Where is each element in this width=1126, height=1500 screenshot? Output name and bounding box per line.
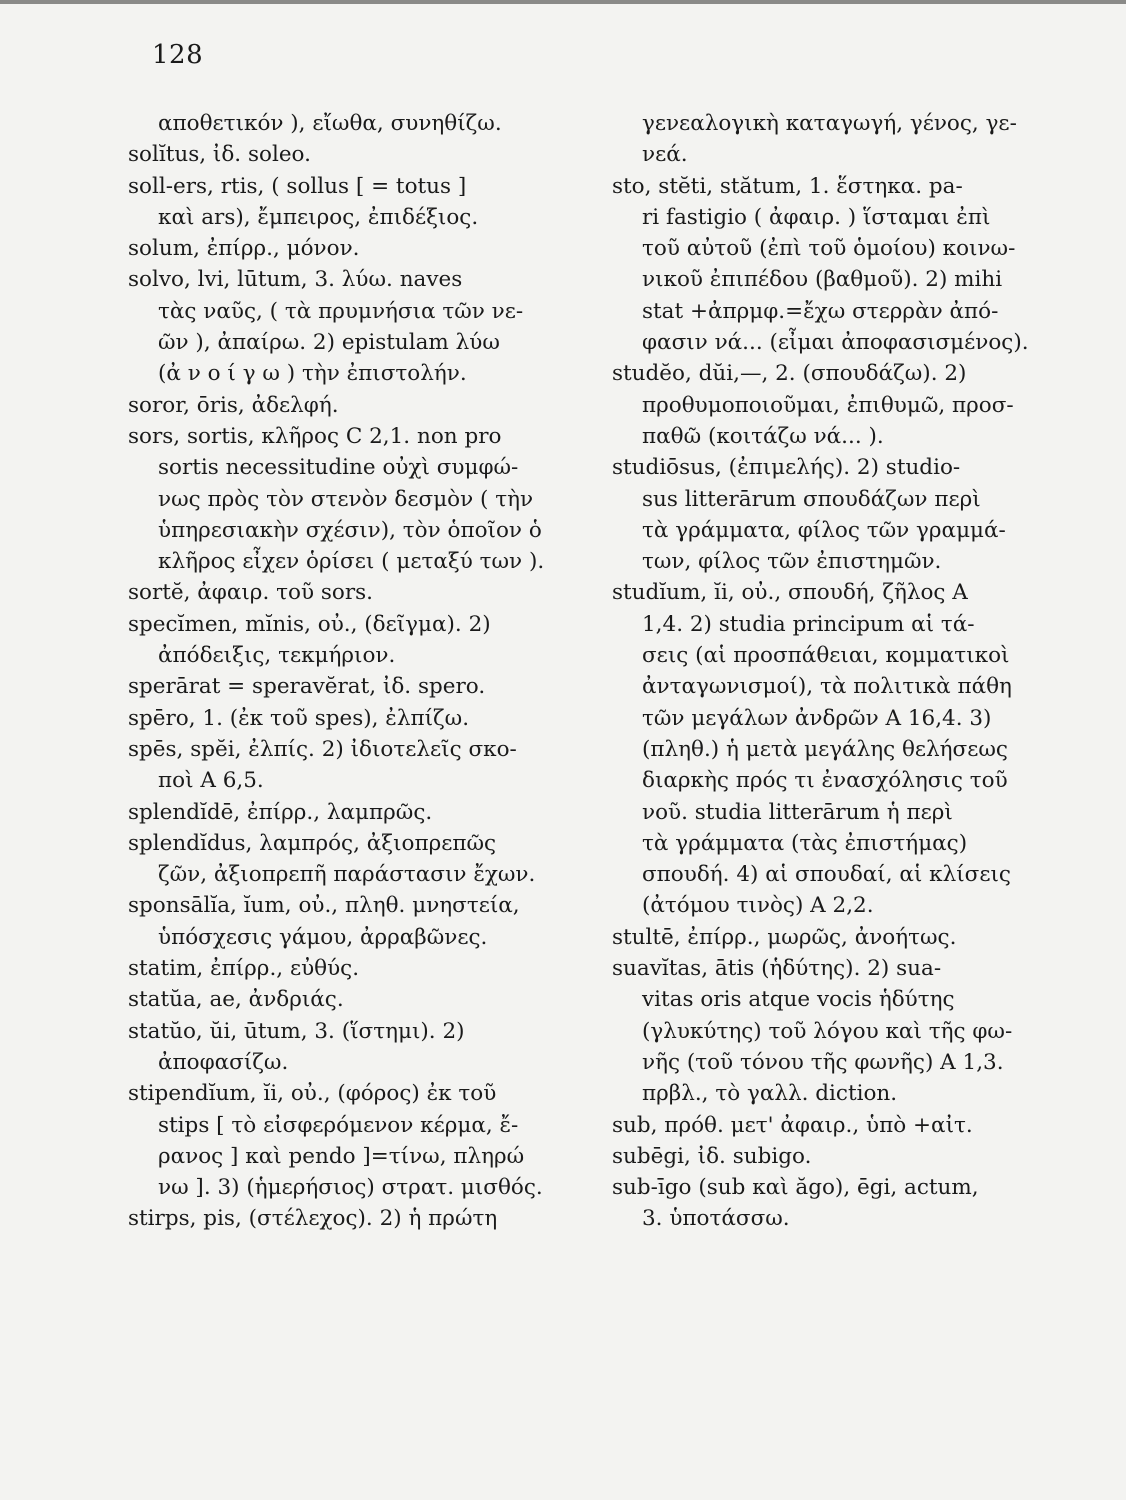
dictionary-line: spēs, spĕi, ἐλπίς. 2) ἰδιοτελεῖς σκο- xyxy=(128,736,517,762)
dictionary-line: sub, πρόθ. μετ' ἀφαιρ., ὑπὸ +αἰτ. xyxy=(612,1112,973,1138)
dictionary-line: sortis necessitudine οὐχὶ συμφώ- xyxy=(158,455,519,481)
dictionary-line: sperārat = speravĕrat, ἰδ. spero. xyxy=(128,674,486,700)
page-number: 128 xyxy=(152,40,204,70)
dictionary-line: splendĭdus, λαμπρός, ἀξιοπρεπῶς xyxy=(128,830,497,856)
dictionary-line: ὑπόσχεσις γάμου, ἀρραβῶνες. xyxy=(158,924,488,950)
dictionary-line: νως πρὸς τὸν στενὸν δεσμὸν ( τὴν xyxy=(158,486,534,512)
dictionary-line: ποὶ A 6,5. xyxy=(158,768,264,794)
dictionary-line: νω ]. 3) (ἡμερήσιος) στρατ. μισθός. xyxy=(158,1175,543,1201)
dictionary-line: splendĭdē, ἐπίρρ., λαμπρῶς. xyxy=(128,799,433,825)
right-column xyxy=(612,108,1072,1235)
dictionary-line: 3. ὑποτάσσω. xyxy=(642,1206,790,1232)
dictionary-line: τοῦ αὐτοῦ (ἐπὶ τοῦ ὁμοίου) κοινω- xyxy=(642,236,1016,262)
dictionary-line: τῶν μεγάλων ἀνδρῶν A 16,4. 3) xyxy=(642,705,992,731)
dictionary-line: φασιν νά... (εἶμαι ἀποφασισμένος). xyxy=(642,330,1029,356)
page-top-edge xyxy=(0,0,1126,4)
dictionary-line: ζῶν, ἀξιοπρεπῆ παράστασιν ἔχων. xyxy=(158,862,536,888)
dictionary-line: παθῶ (κοιτάζω νά... ). xyxy=(642,423,884,449)
dictionary-line: sub-īgo (sub καὶ ăgo), ēgi, actum, xyxy=(612,1175,979,1201)
dictionary-line: ρανος ] καὶ pendo ]=τίνω, πληρώ xyxy=(158,1143,525,1169)
dictionary-line: stips [ τὸ εἰσφερόμενον κέρμα, ἔ- xyxy=(158,1112,519,1138)
dictionary-line: stat +ἀπρμφ.=ἔχω στερρὰν ἀπό- xyxy=(642,298,999,324)
dictionary-line: solvo, lvi, lūtum, 3. λύω. naves xyxy=(128,267,463,293)
dictionary-line: (πληθ.) ἡ μετὰ μεγάλης θελήσεως xyxy=(642,736,1008,762)
dictionary-line: solum, ἐπίρρ., μόνον. xyxy=(128,236,360,262)
dictionary-line: των, φίλος τῶν ἐπιστημῶν. xyxy=(642,549,942,575)
dictionary-line: τὰ γράμματα (τὰς ἐπιστήμας) xyxy=(642,830,968,856)
dictionary-line: σπουδή. 4) αἱ σπουδαί, αἱ κλίσεις xyxy=(642,862,1011,888)
dictionary-line: soll-ers, rtis, ( sollus [ = totus ] xyxy=(128,173,467,199)
dictionary-line: 1,4. 2) studia principum αἱ τά- xyxy=(642,611,975,637)
dictionary-line: sponsālĭa, ĭum, οὐ., πληθ. μνηστεία, xyxy=(128,893,520,919)
dictionary-line: ἀνταγωνισμοί), τὰ πολιτικὰ πάθη xyxy=(642,674,1012,700)
dictionary-line: studĭum, ĭi, οὐ., σπουδή, ζῆλος A xyxy=(612,580,968,606)
dictionary-line: suavĭtas, ātis (ἡδύτης). 2) sua- xyxy=(612,956,942,982)
dictionary-line: νικοῦ ἐπιπέδου (βαθμοῦ). 2) mihi xyxy=(642,267,1003,293)
dictionary-line: ἀπόδειξις, τεκμήριον. xyxy=(158,643,396,669)
dictionary-line: αποθετικόν ), εἴωθα, συνηθίζω. xyxy=(158,111,502,136)
dictionary-line: (ἀ ν ο ί γ ω ) τὴν ἐπιστολήν. xyxy=(158,361,467,387)
dictionary-line: νῆς (τοῦ τόνου τῆς φωνῆς) A 1,3. xyxy=(642,1049,1004,1075)
dictionary-line: νεά. xyxy=(642,142,688,168)
dictionary-line: (γλυκύτης) τοῦ λόγου καὶ τῆς φω- xyxy=(642,1018,1013,1044)
dictionary-line: σεις (αἱ προσπάθειαι, κομματικοὶ xyxy=(642,643,1010,669)
dictionary-line: stirps, pis, (στέλεχος). 2) ἡ πρώτη xyxy=(128,1206,498,1232)
dictionary-line: sto, stĕti, stătum, 1. ἕστηκα. pa- xyxy=(612,173,963,199)
dictionary-line: καὶ ars), ἔμπειρος, ἐπιδέξιος. xyxy=(158,204,479,230)
dictionary-line: κλῆρος εἶχεν ὁρίσει ( μεταξύ των ). xyxy=(158,549,545,575)
dictionary-line: (ἀτόμου τινὸς) A 2,2. xyxy=(642,893,874,919)
dictionary-line: sors, sortis, κλῆρος C 2,1. non pro xyxy=(128,423,502,449)
dictionary-line: διαρκὴς πρός τι ἐνασχόλησις τοῦ xyxy=(642,768,1008,794)
dictionary-line: spēro, 1. (ἐκ τοῦ spes), ἐλπίζω. xyxy=(128,705,470,731)
dictionary-line: τὰς ναῦς, ( τὰ πρυμνήσια τῶν νε- xyxy=(158,298,524,324)
dictionary-line: sus litterārum σπουδάζων περὶ xyxy=(642,486,981,512)
dictionary-line: vitas oris atque vocis ἡδύτης xyxy=(642,987,955,1013)
dictionary-line: studĕo, dŭi,—, 2. (σπουδάζω). 2) xyxy=(612,361,967,387)
dictionary-line: studiōsus, (ἐπιμελής). 2) studio- xyxy=(612,455,961,481)
dictionary-line: ῶν ), ἀπαίρω. 2) epistulam λύω xyxy=(158,330,500,356)
dictionary-line: soror, ōris, ἀδελφή. xyxy=(128,392,339,418)
dictionary-line: statim, ἐπίρρ., εὐθύς. xyxy=(128,956,360,982)
dictionary-line: τὰ γράμματα, φίλος τῶν γραμμά- xyxy=(642,517,1006,543)
dictionary-line: νοῦ. studia litterārum ἡ περὶ xyxy=(642,799,953,825)
dictionary-line: stultē, ἐπίρρ., μωρῶς, ἀνοήτως. xyxy=(612,924,957,950)
dictionary-line: solĭtus, ἰδ. soleo. xyxy=(128,142,311,168)
dictionary-line: ὑπηρεσιακὴν σχέσιν), τὸν ὁποῖον ὁ xyxy=(158,517,542,543)
dictionary-line: πρβλ., τὸ γαλλ. diction. xyxy=(642,1081,898,1107)
dictionary-line: γενεαλογικὴ καταγωγή, γένος, γε- xyxy=(642,111,1017,136)
left-column xyxy=(128,108,583,1235)
dictionary-line: statŭa, ae, ἀνδριάς. xyxy=(128,987,344,1013)
dictionary-line: sortĕ, ἀφαιρ. τοῦ sors. xyxy=(128,580,373,606)
dictionary-line: προθυμοποιοῦμαι, ἐπιθυμῶ, προσ- xyxy=(642,392,1014,418)
dictionary-line: specĭmen, mĭnis, οὐ., (δεῖγμα). 2) xyxy=(128,611,491,637)
dictionary-line: statŭo, ŭi, ūtum, 3. (ἵστημι). 2) xyxy=(128,1018,465,1044)
dictionary-line: ri fastigio ( ἀφαιρ. ) ἵσταμαι ἐπὶ xyxy=(642,204,991,230)
dictionary-line: stipendĭum, ĭi, οὐ., (φόρος) ἐκ τοῦ xyxy=(128,1081,497,1107)
dictionary-line: subēgi, ἰδ. subigo. xyxy=(612,1143,812,1169)
dictionary-line: ἀποφασίζω. xyxy=(158,1049,289,1075)
